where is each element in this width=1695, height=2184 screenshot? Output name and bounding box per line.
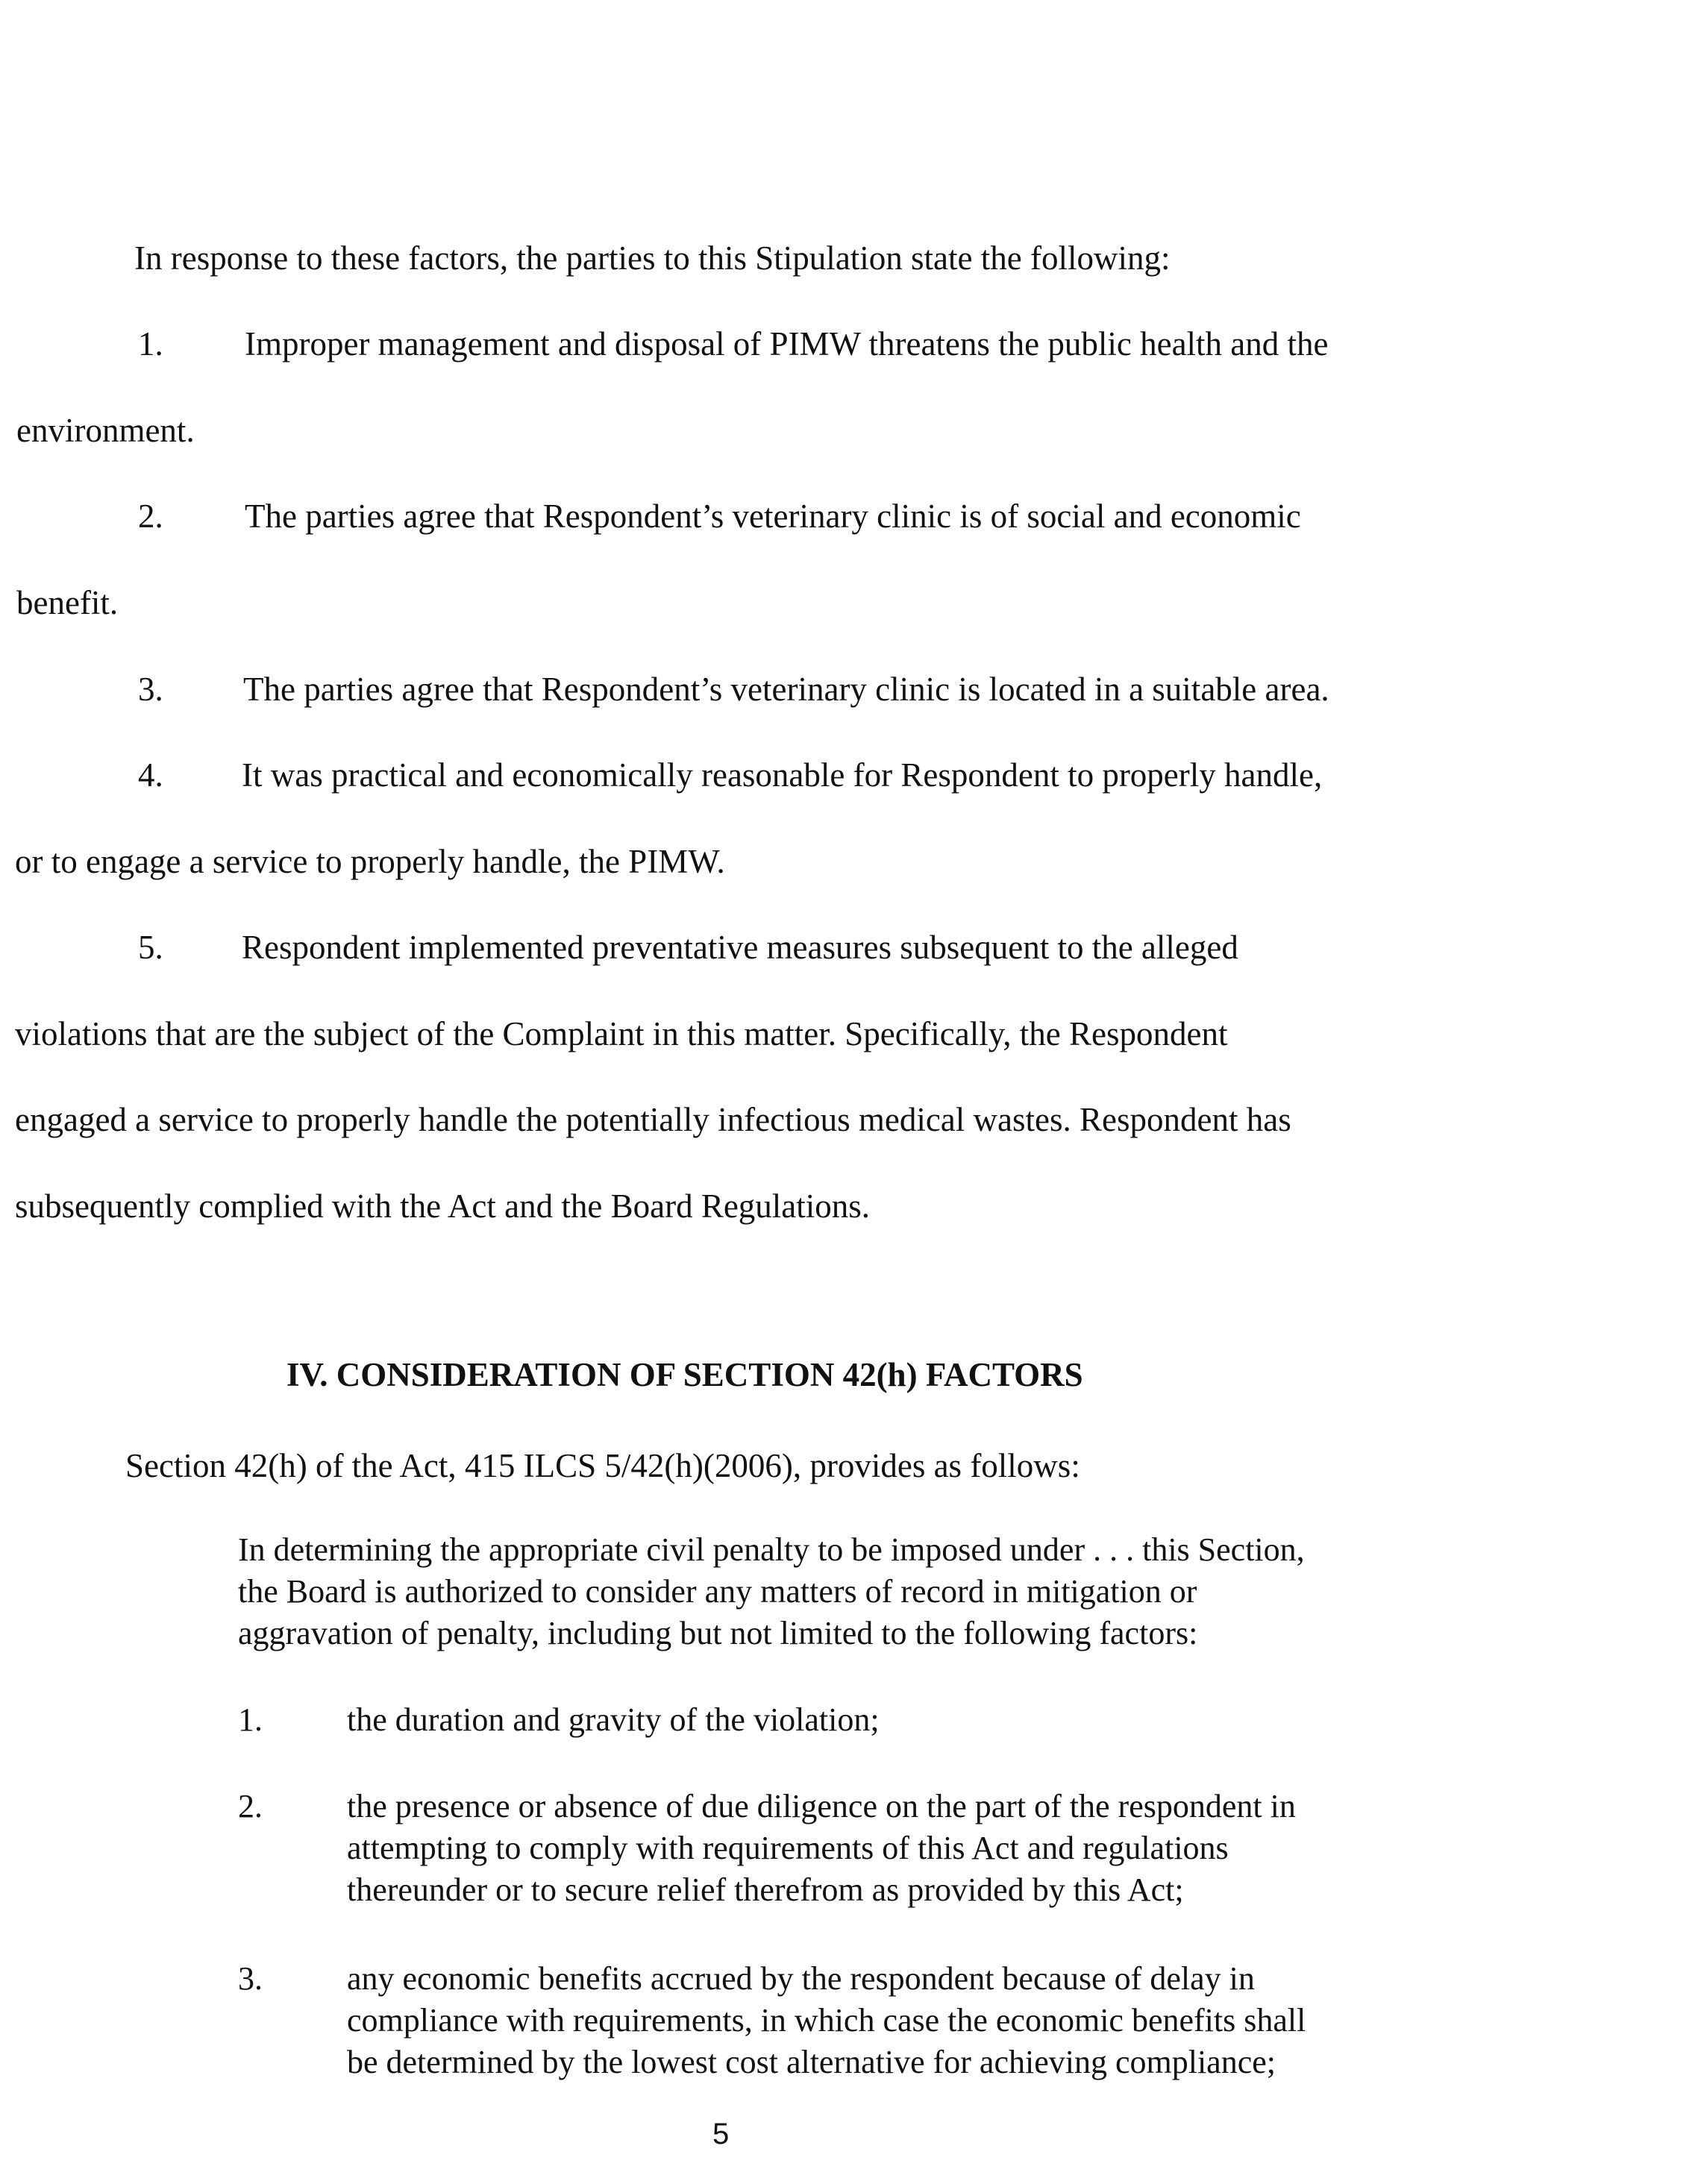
stipulation-5-line-2: violations that are the subject of the Complaint in this matter. Specifically, the Respondent — [15, 1015, 1228, 1052]
stipulation-2-line-1: The parties agree that Respondent’s veterinary clinic is of social and economic — [245, 498, 1301, 535]
stipulation-2-number: 2. — [138, 498, 163, 535]
section-heading: IV. CONSIDERATION OF SECTION 42(h) FACTORS — [286, 1356, 1083, 1393]
factor-2-line-1: the presence or absence of due diligence on the part of the respondent in — [347, 1788, 1296, 1824]
stipulation-5-line-1: Respondent implemented preventative measures subsequent to the alleged — [242, 929, 1238, 966]
stipulation-1-line-2: environment. — [16, 412, 195, 449]
factor-1-number: 1. — [238, 1701, 263, 1738]
stipulation-4-line-2: or to engage a service to properly handle, the PIMW. — [15, 843, 725, 880]
stipulation-3-line-1: The parties agree that Respondent’s veterinary clinic is located in a suitable area. — [243, 671, 1329, 708]
stipulation-3-number: 3. — [138, 671, 163, 708]
factor-3-number: 3. — [238, 1960, 263, 1997]
factor-3-line-1: any economic benefits accrued by the respondent because of delay in — [347, 1960, 1255, 1997]
page-number: 5 — [712, 2118, 730, 2150]
factor-3-line-2: compliance with requirements, in which case the economic benefits shall — [347, 2002, 1306, 2039]
stipulation-2-line-2: benefit. — [16, 584, 119, 621]
stipulation-5-line-3: engaged a service to properly handle the potentially infectious medical wastes. Respondent has — [15, 1101, 1291, 1138]
factor-1-line-1: the duration and gravity of the violation; — [347, 1701, 880, 1738]
stipulation-4-number: 4. — [138, 756, 163, 794]
stipulation-5-number: 5. — [138, 929, 163, 966]
section-intro: Section 42(h) of the Act, 415 ILCS 5/42(h)(2006), provides as follows: — [125, 1447, 1080, 1484]
quote-line-1: In determining the appropriate civil penalty to be imposed under . . . this Section, — [238, 1531, 1305, 1568]
factor-2-line-3: thereunder or to secure relief therefrom as provided by this Act; — [347, 1871, 1184, 1908]
stipulation-1-line-1: Improper management and disposal of PIMW threatens the public health and the — [245, 325, 1329, 363]
stipulation-5-line-4: subsequently complied with the Act and the Board Regulations. — [15, 1187, 871, 1225]
stipulation-4-line-1: It was practical and economically reasonable for Respondent to properly handle, — [242, 756, 1323, 794]
factor-2-number: 2. — [238, 1788, 263, 1824]
intro-paragraph: In response to these factors, the parties to this Stipulation state the following: — [134, 239, 1171, 277]
factor-3-line-3: be determined by the lowest cost alternative for achieving compliance; — [347, 2044, 1276, 2080]
factor-2-line-2: attempting to comply with requirements of this Act and regulations — [347, 1830, 1229, 1866]
quote-line-3: aggravation of penalty, including but not limited to the following factors: — [238, 1615, 1198, 1651]
quote-line-2: the Board is authorized to consider any matters of record in mitigation or — [238, 1573, 1197, 1610]
stipulation-1-number: 1. — [138, 325, 163, 363]
